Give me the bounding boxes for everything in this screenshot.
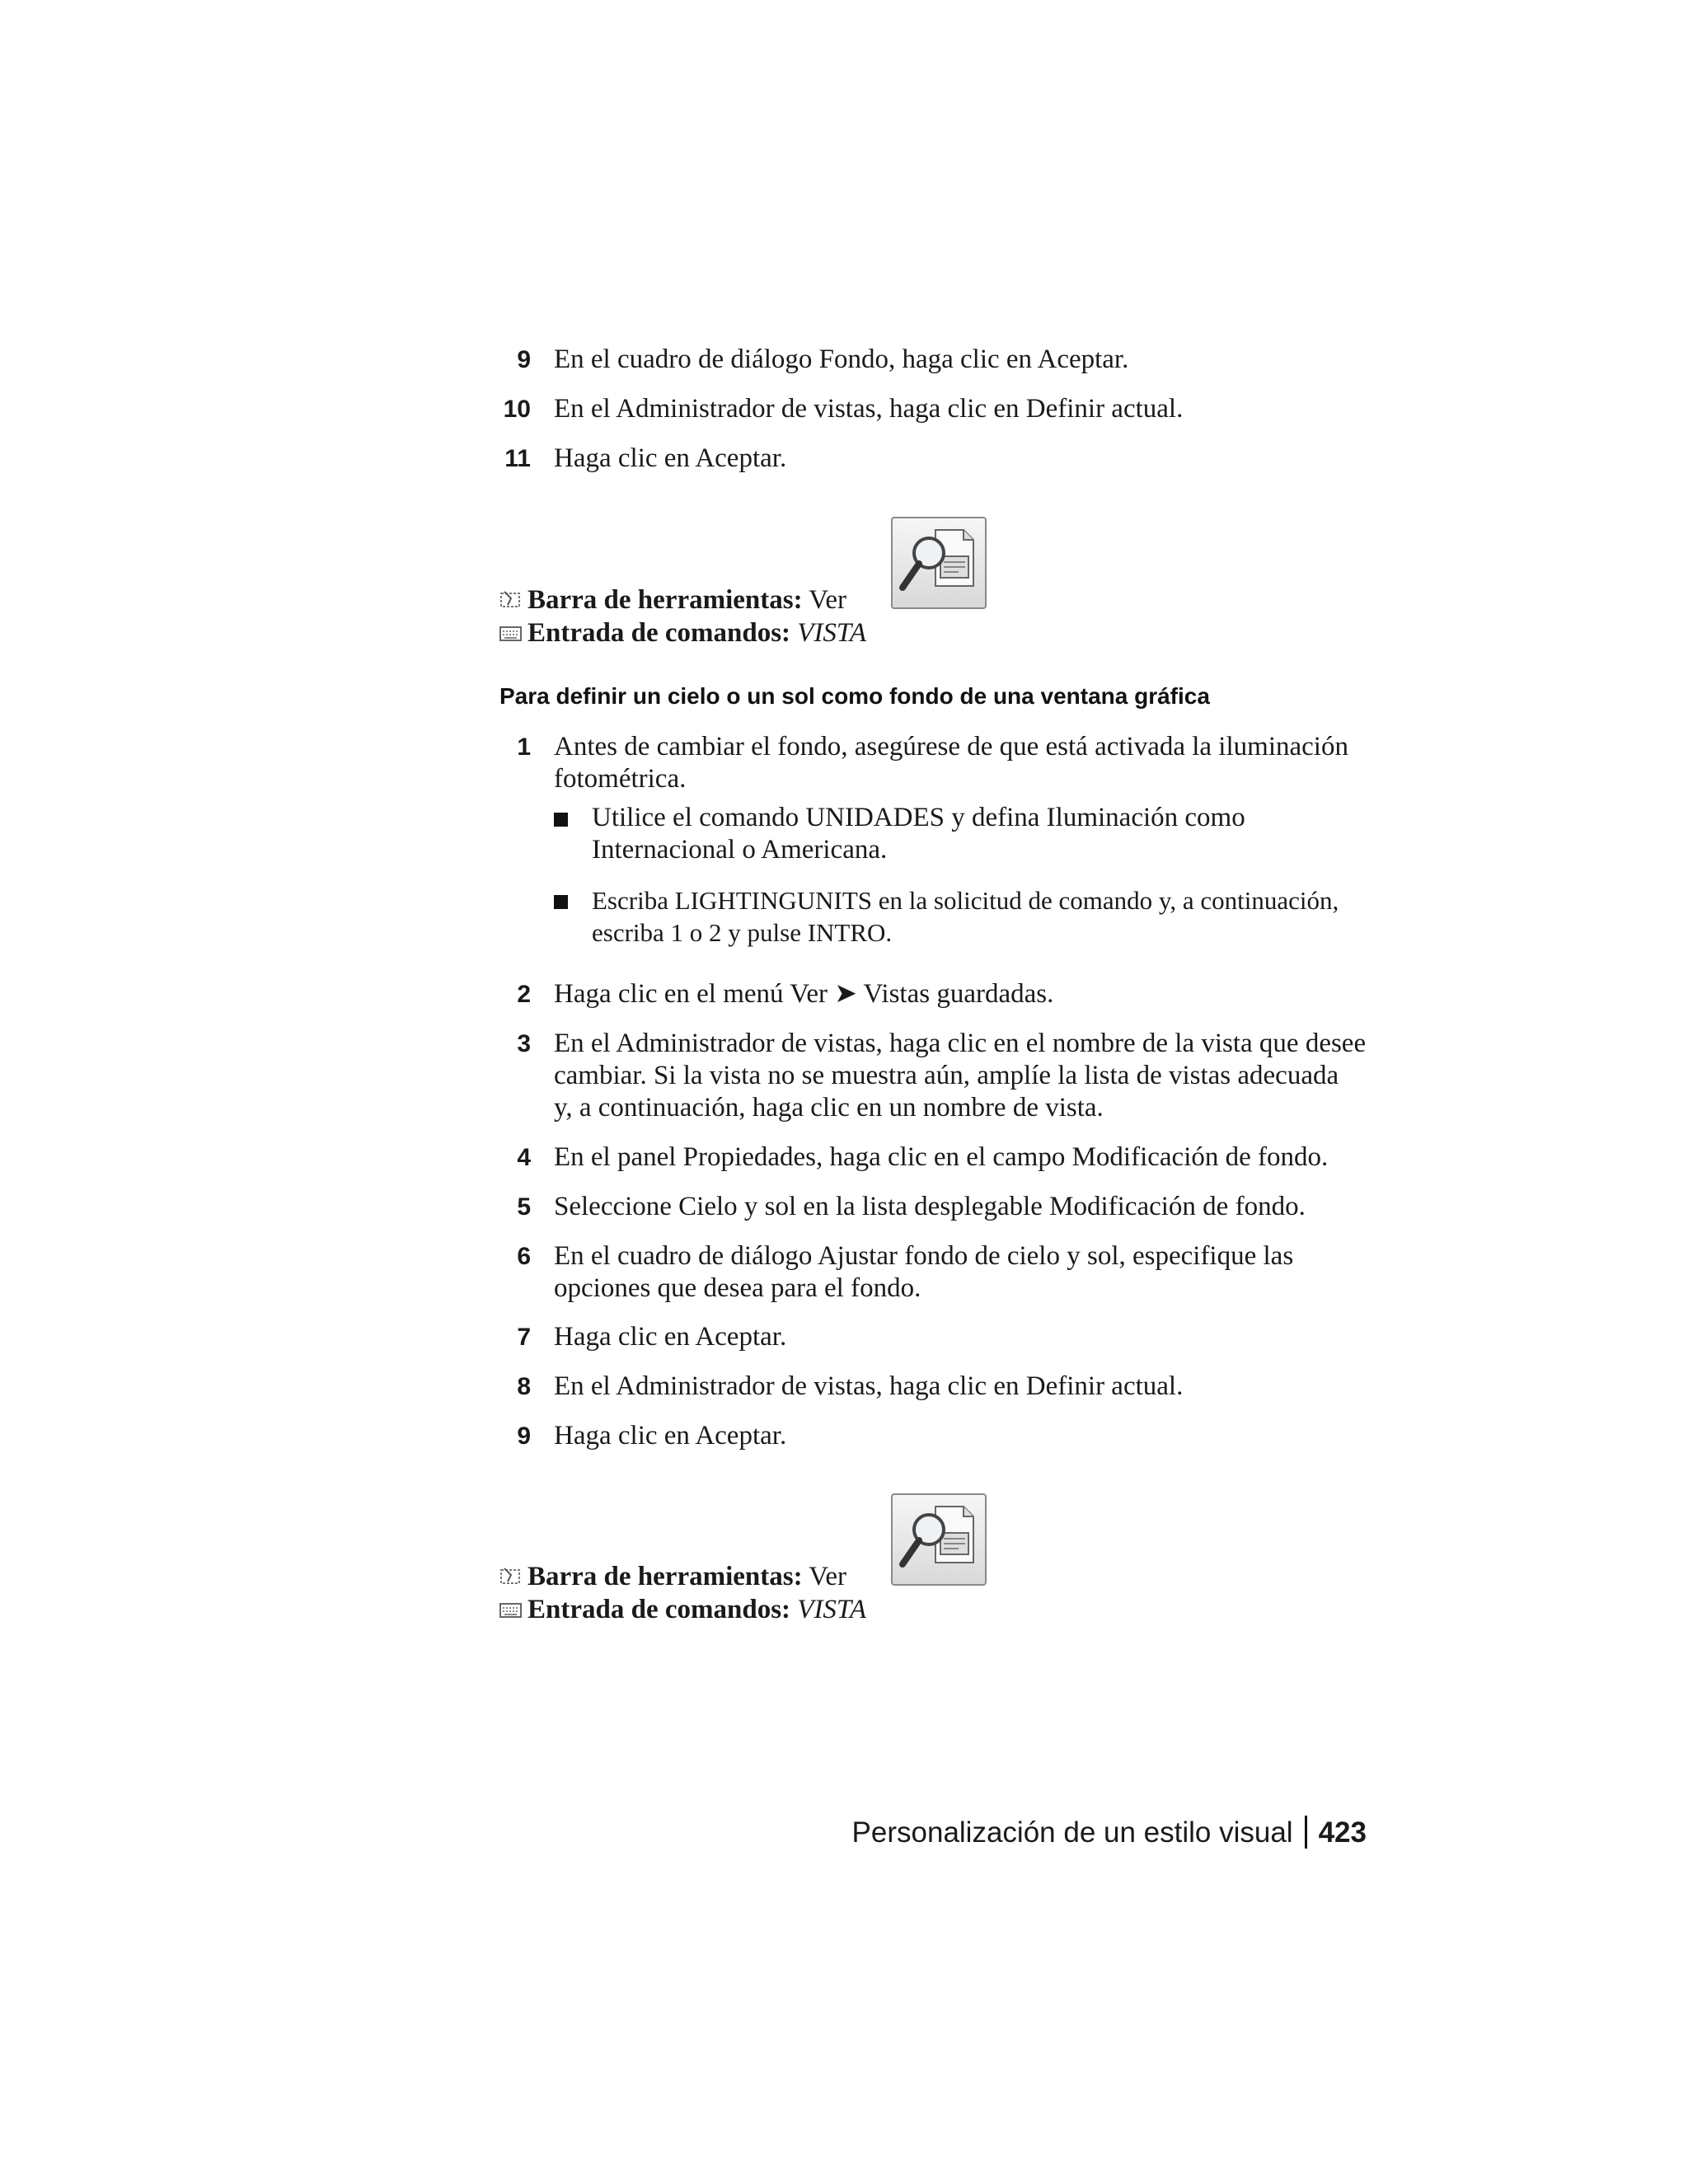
step-number: 10 [503,396,531,423]
step-number: 5 [517,1193,531,1221]
step-text: Antes de cambiar el fondo, asegúrese de que está activada la iluminación fotométrica. [554,732,1348,794]
command-label: Entrada de comandos: [528,618,791,648]
footer-divider [1305,1816,1307,1849]
step-number: 4 [517,1144,531,1171]
command-access-row [499,616,866,649]
command-value: VISTA [797,618,866,648]
command-access-row [499,1593,866,1626]
toolbar-label: Barra de herramientas: [528,1562,803,1591]
keyboard-icon [499,618,523,651]
step-text: En el Administrador de vistas, haga clic en Definir actual. [554,394,1184,424]
toolbar-access-row [499,1560,866,1593]
step-text: Haga clic en Aceptar. [554,1421,787,1451]
step-number: 8 [517,1373,531,1400]
view-manager-icon-graphic [893,1495,985,1584]
step-number: 1 [517,733,531,761]
footer-section-title: Personalización de un estilo visual [851,1816,1293,1849]
toolbar-value: Ver [809,585,847,615]
step-number: 11 [504,445,531,472]
bullet-square-icon [554,895,568,909]
step-number: 9 [517,346,531,373]
step-number: 2 [517,981,531,1008]
command-value: VISTA [797,1595,866,1624]
step-number: 3 [517,1030,531,1057]
command-label: Entrada de comandos: [528,1595,791,1624]
keyboard-icon [499,1595,523,1628]
page-number: 423 [1318,1816,1367,1849]
step-text: En el cuadro de diálogo Ajustar fondo de cielo y sol, especifique las opciones que desea para el fondo. [554,1241,1294,1303]
step-text: En el panel Propiedades, haga clic en el campo Modificación de fondo. [554,1142,1329,1172]
step-text: Haga clic en Aceptar. [554,1322,787,1352]
step-text: Haga clic en Aceptar. [554,443,787,473]
step-text: En el cuadro de diálogo Fondo, haga clic en Aceptar. [554,344,1129,374]
toolbar-value: Ver [809,1562,847,1591]
step-text: En el Administrador de vistas, haga clic en Definir actual. [554,1371,1184,1401]
view-manager-icon-graphic [893,518,985,607]
toolbar-label: Barra de herramientas: [528,585,803,615]
bullet-text: Escriba LIGHTINGUNITS en la solicitud de comando y, a continuación, escriba 1 o 2 y pulse INTRO. [592,886,1339,947]
bullet-text: Utilice el comando UNIDADES y defina Iluminación como Internacional o Americana. [592,803,1245,865]
procedure-heading: Para definir un cielo o un sol como fondo de una ventana gráfica [499,683,1210,709]
toolbar-access-row [499,583,866,616]
toolbar-icon [499,1562,523,1595]
toolbar-icon [499,585,523,618]
step-number: 7 [517,1324,531,1351]
step-text: Seleccione Cielo y sol en la lista desplegable Modificación de fondo. [554,1192,1306,1221]
step-text: En el Administrador de vistas, haga clic en el nombre de la vista que desee cambiar. Si la vista no se muestra aún, amplíe la lista de vistas adecuada y, a continuación, haga clic en un nombre de vista. [554,1029,1367,1122]
step-text: Haga clic en el menú Ver ➤ Vistas guardadas. [554,979,1054,1009]
step-number: 6 [517,1243,531,1270]
view-manager-icon[interactable] [891,517,987,609]
step-number: 9 [517,1422,531,1450]
page-footer [852,1813,1367,1853]
access-block [499,583,866,649]
view-manager-icon[interactable] [891,1493,987,1586]
access-block [499,1560,866,1626]
bullet-square-icon [554,813,568,827]
